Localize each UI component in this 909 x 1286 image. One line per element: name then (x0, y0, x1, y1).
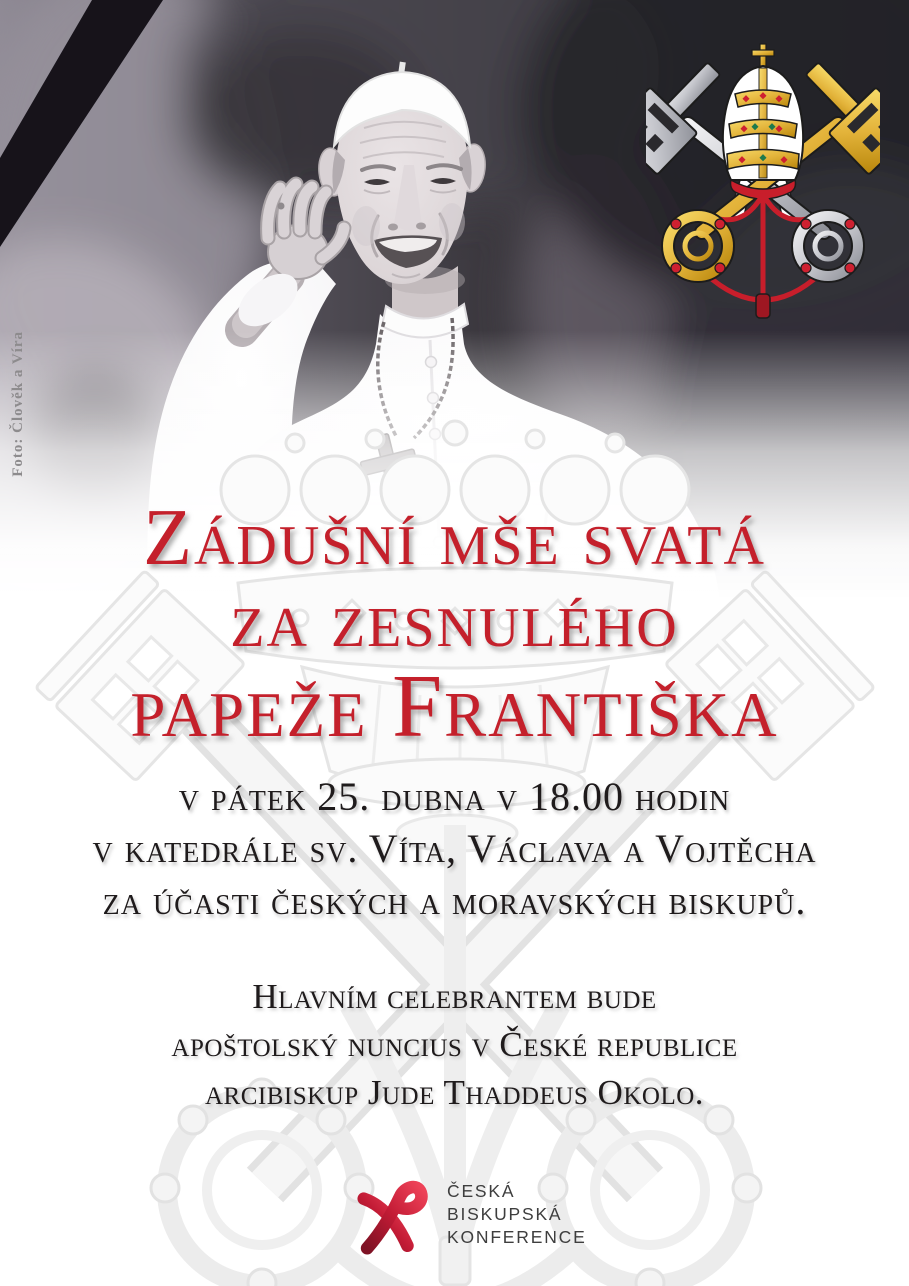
celebrant-line-3: arcibiskup Jude Thaddeus Okolo. (204, 1073, 705, 1112)
organization-name (447, 1180, 587, 1249)
event-details (0, 771, 909, 927)
organization-logo (0, 1170, 909, 1260)
page-title (0, 494, 909, 756)
celebrant-line-2: apoštolský nuncius v České republice (171, 1025, 738, 1064)
celebrant-details (0, 973, 909, 1117)
photo-credit: Foto: Člověk a Víra (10, 331, 26, 477)
title-line-3: papeže Františka (130, 657, 779, 756)
celebrant-line-1: Hlavním celebrantem bude (252, 977, 657, 1016)
org-name-line-1: ČESKÁ (447, 1181, 516, 1201)
org-name-line-2: BISKUPSKÁ (447, 1204, 563, 1224)
cbk-logo-mark-icon (352, 1176, 436, 1260)
org-name-line-3: KONFERENCE (447, 1227, 587, 1247)
title-line-2: za zesnulého (230, 576, 679, 664)
title-line-1: Zádušní mše svatá (143, 494, 766, 582)
event-line-2: v katedrále sv. Víta, Václava a Vojtěcha (92, 826, 817, 871)
event-line-3: za účasti českých a moravských biskupů. (102, 878, 807, 923)
event-line-1: v pátek 25. dubna v 18.00 hodin (178, 774, 731, 819)
